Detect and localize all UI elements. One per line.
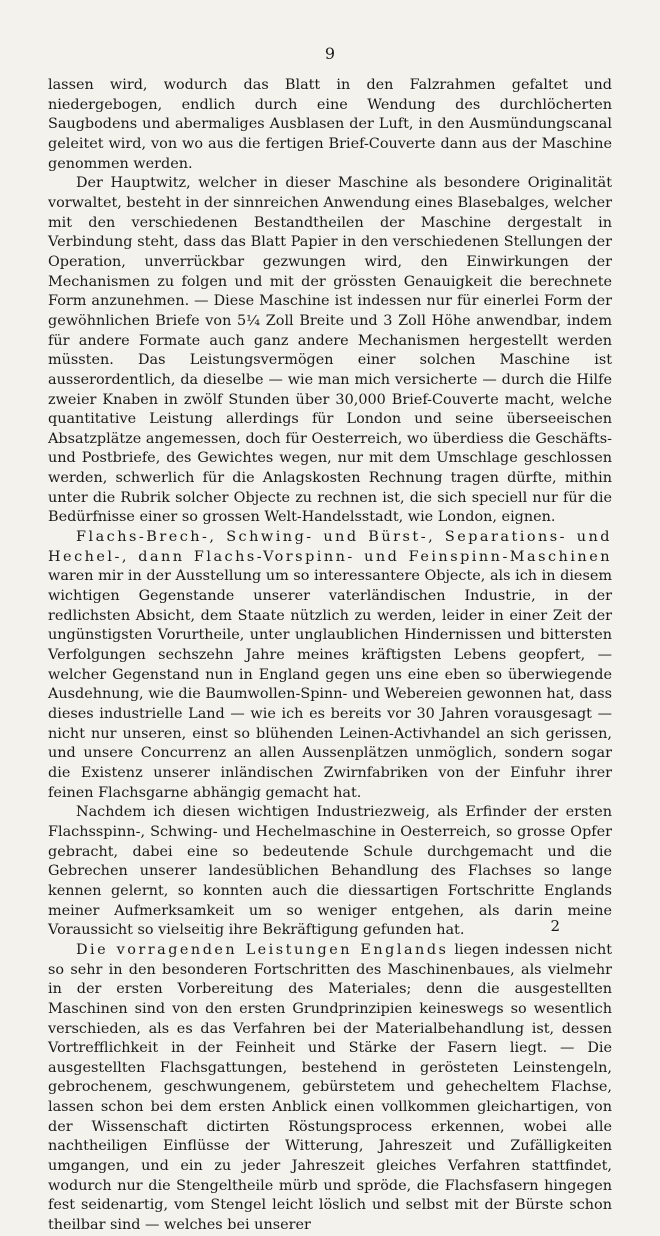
spaced-lead-flachs: Flachs-Brech-, Schwing- und Bürst-, Separations- und Hechel-, dann Flachs-Vorspinn- und Feinspinn-Maschinen (48, 529, 612, 565)
body-text (48, 76, 612, 1236)
paragraph-4: Nachdem ich diesen wichtigen Industriezweig, als Erfinder der ersten Flachsspinn-, Schwing- und Hechelmaschine in Oesterreich, so grosse Opfer gebracht, dabei eine so bedeutende Schule durchgemacht und die Gebrechen unserer landesüblichen Behandlung des Flachses so lange kennen gelernt, so konnten auch die diessartigen Fortschritte Englands meiner Aufmerksamkeit um so weniger entgehen, als darin meine Voraussicht so vielseitig ihre Bekräftigung gefunden hat. (48, 804, 612, 939)
paragraph-5-text: liegen indessen nicht so sehr in den besonderen Fortschritten des Maschinenbaues, als vielmehr in der ersten Vorbereitung des Materiales; denn die ausgestellten Maschinen sind von den ersten Grundprinzipien keineswegs so wesentlich verschieden, als es das Verfahren bei der Materialbehandlung ist, dessen Vortrefflichkeit in der Feinheit und Stärke der Fasern liegt. — Die ausgestellten Flachsgattungen, bestehend in gerösteten Leinstengeln, gebrochenem, geschwungenem, gebürstetem und gehecheltem Flachse, lassen schon bei dem ersten Anblick einen vollkommen gleichartigen, von der Wissenschaft dictirten Röstungsprocess erkennen, wobei alle nachtheiligen Einflüsse der Witterung, Jahreszeit und Zufälligkeiten umgangen, und ein zu jeder Jahreszeit gleiches Verfahren stattfindet, wodurch nur die Stengeltheile mürb und spröde, die Flachsfasern hingegen fest seidenartig, vom Stengel leicht löslich und selbst mit der Bürste schon theilbar sind — welches bei unserer (48, 941, 612, 1234)
page-number: 9 (324, 44, 336, 63)
paragraph-3 (48, 528, 612, 803)
spaced-lead-englands: Die vorragenden Leistungen Englands (76, 941, 449, 958)
paragraph-3-text: waren mir in der Ausstellung um so interessantere Objecte, als ich in diesem wichtigen Gegenstande unserer vaterländischen Industrie, in der redlichsten Absicht, dem Staate nützlich zu werden, leider in einer Zeit der ungünstigsten Vorurtheile, unter unglaublichen Hindernissen und bittersten Verfolgungen sechszehn Jahre meines kräftigsten Lebens geopfert, — welcher Gegenstand nun in England gegen uns eine eben so überwiegende Ausdehnung, wie die Baumwollen-Spinn- und Webereien gewonnen hat, dass dieses industrielle Land — wie ich es bereits vor 30 Jahren vorausgesagt — nicht nur unseren, einst so blühenden Leinen-Activhandel an sich gerissen, und unsere Concurrenz an allen Aussenplätzen unmöglich, sondern sogar die Existenz unserer inländischen Zwirnfabriken von der Einfuhr ihrer feinen Flachsgarne abhängig gemacht hat. (48, 568, 612, 801)
signature-mark: 2 (550, 917, 560, 935)
paragraph-2: Der Hauptwitz, welcher in dieser Maschine als besondere Originalität vorwaltet, besteht in der sinnreichen Anwendung eines Blasebalges, welcher mit den verschiedenen Bestandtheilen der Maschine dergestalt in Verbindung steht, dass das Blatt Papier in den verschiedenen Stellungen der Operation, unverrückbar gezwungen wird, den Einwirkungen der Mechanismen zu folgen und mit der grössten Genauigkeit die berechnete Form anzunehmen. — Diese Maschine ist indessen nur für einerlei Form der gewöhnlichen Briefe von 5¼ Zoll Breite und 3 Zoll Höhe anwendbar, indem für andere Formate auch ganz andere Mechanismen hergestellt werden müssten. Das Leistungsvermögen einer solchen Maschine ist ausserordentlich, da dieselbe — wie man mich versicherte — durch die Hilfe zweier Knaben in zwölf Stunden über 30,000 Brief-Couverte macht, welche quantitative Leistung allerdings für London und seine überseeischen Absatzplätze angemessen, doch für Oesterreich, wo überdiess die Geschäfts- und Postbriefe, des Gewichtes wegen, nur mit dem Umschlage geschlossen werden, schwerlich für die Anlagskosten Rechnung tragen dürfte, mithin unter die Rubrik solcher Objecte zu rechnen ist, die sich speciell nur für die Bedürfnisse einer so grossen Welt-Handelsstadt, wie London, eignen. (48, 175, 612, 526)
paragraph-5 (48, 941, 612, 1236)
paragraph-1: lassen wird, wodurch das Blatt in den Falzrahmen gefaltet und niedergebogen, endlich durch eine Wendung des durchlöcherten Saugbodens und abermaliges Ausblasen der Luft, in den Ausmündungscanal geleitet wird, von wo aus die fertigen Brief-Couverte dann aus der Maschine genommen werden. (48, 77, 612, 172)
